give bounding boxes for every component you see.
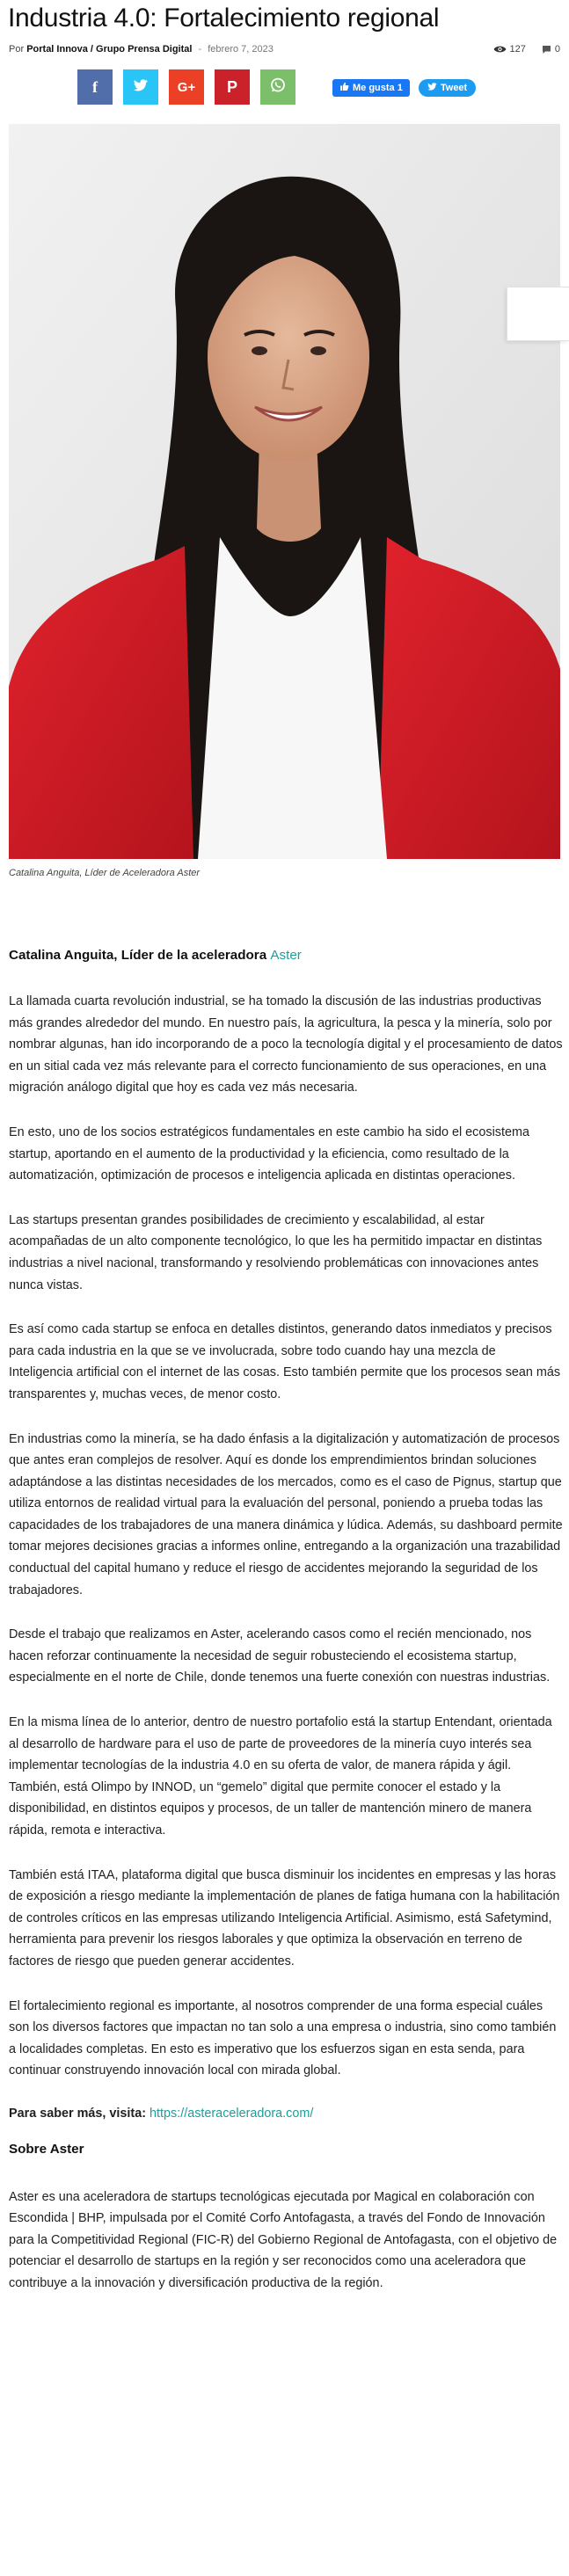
twitter-icon [134,79,148,96]
facebook-icon: f [92,77,98,96]
bird-icon [427,83,437,93]
googleplus-share-button[interactable] [169,69,204,105]
share-buttons [77,69,295,105]
comment-icon[interactable] [542,45,551,55]
by-prefix: Por [9,44,25,55]
paragraph: La llamada cuarta revolución industrial, se ha tomado la discusión de las industrias productivas más grandes alrededor del mundo. En nuestro país, la agricultura, la pesca y la minería, solo por nombrar algunas, han ido incorporando de a poco la tecnología digital y el procesamiento de datos en un sitial cada vez más relevante para el correcto funcionamiento de sus operaciones, en una migración análogo digital que hoy es cada vez más necesaria. [9,994,563,1095]
article-title: Industria 4.0: Fortalecimiento regional [8,4,440,33]
article-subheading [9,945,563,966]
article-stats [493,44,560,55]
paragraph: El fortalecimiento regional es importante, al nosotros comprender de una forma especial cuáles son los diversos factores que impactan no tan solo a una empresa o industria, sino como también a localidades completas. En esto es imperativo que los esfuerzos sigan en esta senda, para continuar construyendo innovación local con mirada global. [9,1998,557,2078]
meta-separator: - [198,44,202,55]
paragraph: En la misma línea de lo anterior, dentro de nuestro portafolio está la startup Entendant, orientada al desarrollo de hardware para el uso de parte de proveedores de la minería cuyo interés sea implementar tecnologías de la industria 4.0 en su oferta de valor, de manera rápida y ágil. También, está Olimpo by INNOD, un “gemelo” digital que permite conocer el estado y la disponibilidad, en distintos equipos y procesos, de un taller de mantención minero de manera rápida, remota e interactiva. [9,1715,552,1837]
paragraph: En esto, uno de los socios estratégicos fundamentales en este cambio ha sido el ecosistema startup, aportando en el aumento de la productividad y la eficiencia, como resultado de la automatización, optimización de procesos e inteligencia aplicada en distintas operaciones. [9,1124,529,1183]
image-caption: Catalina Anguita, Líder de Aceleradora Aster [9,868,201,878]
tweet-label: Tweet [440,83,468,93]
whatsapp-share-button[interactable] [260,69,295,105]
comment-count[interactable]: 0 [554,44,560,55]
article-body [9,945,563,2295]
article-featured-image [9,124,560,859]
aster-link[interactable]: Aster [270,948,302,963]
thumbs-up-icon [339,82,349,94]
more-info [9,2103,563,2125]
author-link[interactable]: Portal Innova / Grupo Prensa Digital [26,44,193,55]
article-meta [9,44,274,55]
publish-date: febrero 7, 2023 [208,44,274,55]
pinterest-icon: P [226,77,237,96]
twitter-share-button[interactable] [123,69,158,105]
tweet-button[interactable] [419,79,476,97]
eye-icon [493,45,507,54]
paragraph: También está ITAA, plataforma digital que busca disminuir los incidentes en empresas y las horas de exposición a riesgo mediante la implementación de planes de fatiga humana con la habilitación de controles críticos en las empresas utilizando Inteligencia Artificial. Asimismo, está Safetymind, herramienta para prevenir los riesgos laborales y que optimiza la observación en terreno de factores de riesgo que pueden generar accidentes. [9,1867,560,1968]
paragraph: En industrias como la minería, se ha dado énfasis a la digitalización y automatización de procesos que antes eran complejos de resolver. Aquí es donde los emprendimientos brindan soluciones adaptándose a las distintas necesidades de los mercados, como es el caso de Pignus, startup que utiliza entornos de realidad virtual para la evaluación del personal, poniendo a prueba todas las capacidades de los trabajadores de una manera dinámica y lúdica. Además, su dashboard permite tomar mejores decisiones gracias a informes online, entregando a la organización una trazabilidad conductual del capital humano y reduce el riesgo de accidentes mejorando la seguridad de los trabajadores. [9,1431,563,1597]
facebook-like-button[interactable] [332,79,410,97]
website-link[interactable]: https://asteraceleradora.com/ [150,2106,314,2121]
floating-side-panel[interactable] [507,287,569,341]
about-paragraph: Aster es una aceleradora de startups tecnológicas ejecutada por Magical en colaboración con Escondida | BHP, impulsada por el Comité Corfo Antofagasta, a través del Fondo de Innovación para la Competitividad Regional (FIC-R) del Gobierno Regional de Antofagasta, con el objetivo de potenciar el desarrollo de startups en la región y ser reconocidos como una aceleradora que contribuye a la innovación y diversificación productiva de la región. [9,2189,558,2290]
pinterest-share-button[interactable] [215,69,250,105]
paragraph: Es así como cada startup se enfoca en detalles distintos, generando datos inmediatos y precisos para cada industria en la que se ve involucrada, sobre todo cuando hay una mezcla de Inteligencia artificial con el internet de las cosas. Esto también permite que los procesos sean más transparentes y, muchas veces, de menor costo. [9,1322,561,1401]
googleplus-icon: G+ [177,79,196,95]
whatsapp-icon [270,77,286,98]
more-info-label: Para saber más, visita: [9,2106,146,2121]
paragraph: Las startups presentan grandes posibilidades de crecimiento y escalabilidad, al estar acompañadas de un alto componente tecnológico, lo que les ha permitido impactar en distintas industrias a nivel nacional, transformando y resolviendo problemáticas con innovaciones antes nunca vistas. [9,1212,543,1292]
about-heading: Sobre Aster [9,2141,84,2157]
view-count: 127 [509,44,526,55]
social-counters [332,79,476,97]
facebook-share-button[interactable] [77,69,113,105]
subheading-text: Catalina Anguita, Líder de la aceleradora [9,948,267,963]
like-label: Me gusta 1 [353,83,403,93]
paragraph: Desde el trabajo que realizamos en Aster, acelerando casos como el recién mencionado, nos hacen reforzar continuamente la necesidad de seguir robusteciendo el ecosistema startup, especialmente en el norte de Chile, donde tenemos una fuerte conexión con nuestras industrias. [9,1627,551,1685]
